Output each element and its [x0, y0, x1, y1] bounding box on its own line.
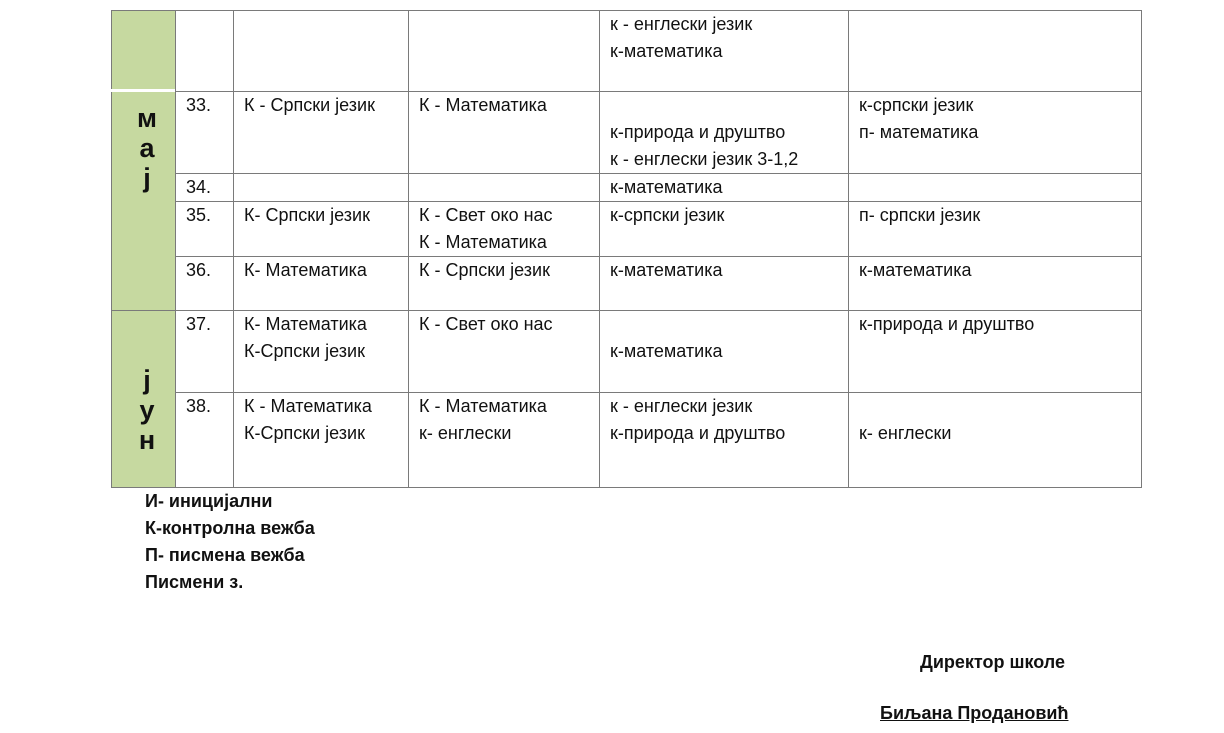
schedule-cell-c1: [233, 310, 409, 393]
cell-text-line: К - Математика: [244, 396, 372, 416]
schedule-cell-c4: [848, 201, 1142, 257]
cell-text-line: [610, 311, 838, 338]
row-number: 34.: [186, 177, 212, 197]
month-letter: а: [139, 133, 155, 163]
legend-item-written: П- писмена вежба: [145, 545, 305, 565]
cell-text-line: К - Српски језик: [244, 95, 375, 115]
schedule-cell-c4: [848, 10, 1142, 92]
cell-text-line: к-српски језик: [859, 95, 974, 115]
schedule-cell-c3: [599, 392, 849, 488]
month-label-maj: [127, 103, 167, 193]
cell-text-line: к-математика: [610, 341, 723, 361]
cell-text-line: к-математика: [859, 260, 972, 280]
schedule-cell-c4: [848, 392, 1142, 488]
schedule-cell-c3: [599, 256, 849, 311]
month-letter: у: [139, 395, 155, 425]
schedule-cell-c1: [233, 256, 409, 311]
cell-text-line: К-Српски језик: [244, 341, 365, 361]
schedule-cell-c2: [408, 173, 600, 202]
schedule-cell-c4: [848, 310, 1142, 393]
cell-text-line: К- Математика: [244, 260, 367, 280]
row-number: 37.: [186, 314, 212, 334]
cell-text-line: п- математика: [859, 122, 979, 142]
cell-text-line: К- Математика: [244, 314, 367, 334]
cell-text-line: К - Математика: [419, 95, 547, 115]
cell-text-line: к-природа и друштво: [610, 122, 786, 142]
row-number-cell: [175, 10, 234, 92]
schedule-cell-c1: [233, 10, 409, 92]
legend-item-control: К-контролна вежба: [145, 518, 315, 538]
cell-text-line: к- енглески: [859, 423, 952, 443]
schedule-cell-c3: [599, 201, 849, 257]
signature-name: Биљана Продановић: [880, 703, 1069, 723]
row-number-cell: [175, 91, 234, 174]
schedule-cell-c2: [408, 392, 600, 488]
cell-text-line: к - енглески језик: [610, 396, 753, 416]
schedule-cell-c4: [848, 256, 1142, 311]
cell-text-line: к - енглески језик 3-1,2: [610, 149, 799, 169]
schedule-cell-c3: [599, 310, 849, 393]
schedule-cell-c1: [233, 173, 409, 202]
cell-text-line: к-математика: [610, 41, 723, 61]
cell-text-line: к-природа и друштво: [859, 314, 1035, 334]
cell-text-line: [859, 393, 1131, 420]
cell-text-line: К - Математика: [419, 232, 547, 252]
cell-text-line: К - Српски језик: [419, 260, 550, 280]
month-letter: м: [137, 103, 157, 133]
cell-text-line: к-српски језик: [610, 205, 725, 225]
month-separator: [111, 89, 175, 92]
row-number-cell: [175, 256, 234, 311]
cell-text-line: к - енглески језик: [610, 14, 753, 34]
schedule-cell-c2: [408, 201, 600, 257]
cell-text-line: К - Математика: [419, 396, 547, 416]
schedule-cell-c3: [599, 173, 849, 202]
row-number: 38.: [186, 396, 212, 416]
schedule-cell-c3: [599, 10, 849, 92]
schedule-cell-c1: [233, 201, 409, 257]
month-letter: н: [138, 425, 156, 455]
legend: [145, 488, 315, 596]
schedule-cell-c4: [848, 91, 1142, 174]
cell-text-line: К - Свет око нас: [419, 205, 553, 225]
cell-text-line: к-математика: [610, 260, 723, 280]
cell-text-line: К-Српски језик: [244, 423, 365, 443]
cell-text-line: К- Српски језик: [244, 205, 370, 225]
row-number: 35.: [186, 205, 212, 225]
row-number-cell: [175, 392, 234, 488]
cell-text-line: К - Свет око нас: [419, 314, 553, 334]
row-number: 33.: [186, 95, 212, 115]
schedule-cell-c4: [848, 173, 1142, 202]
cell-text-line: [610, 92, 838, 119]
cell-text-line: к- енглески: [419, 423, 512, 443]
schedule-cell-c2: [408, 310, 600, 393]
schedule-cell-c1: [233, 91, 409, 174]
schedule-cell-c2: [408, 10, 600, 92]
cell-text-line: к-природа и друштво: [610, 423, 786, 443]
schedule-cell-c3: [599, 91, 849, 174]
schedule-cell-c1: [233, 392, 409, 488]
legend-item-initial: И- иницијални: [145, 491, 273, 511]
month-letter: ј: [143, 163, 151, 193]
row-number-cell: [175, 310, 234, 393]
schedule-cell-c2: [408, 91, 600, 174]
legend-item-written-test: Писмени з.: [145, 572, 244, 592]
row-number: 36.: [186, 260, 212, 280]
row-number-cell: [175, 201, 234, 257]
month-letter: ј: [143, 365, 151, 395]
signature-title: Директор школе: [920, 652, 1066, 672]
cell-text-line: п- српски језик: [859, 205, 981, 225]
row-number-cell: [175, 173, 234, 202]
schedule-cell-c2: [408, 256, 600, 311]
month-label-jun: [127, 365, 167, 455]
cell-text-line: к-математика: [610, 177, 723, 197]
